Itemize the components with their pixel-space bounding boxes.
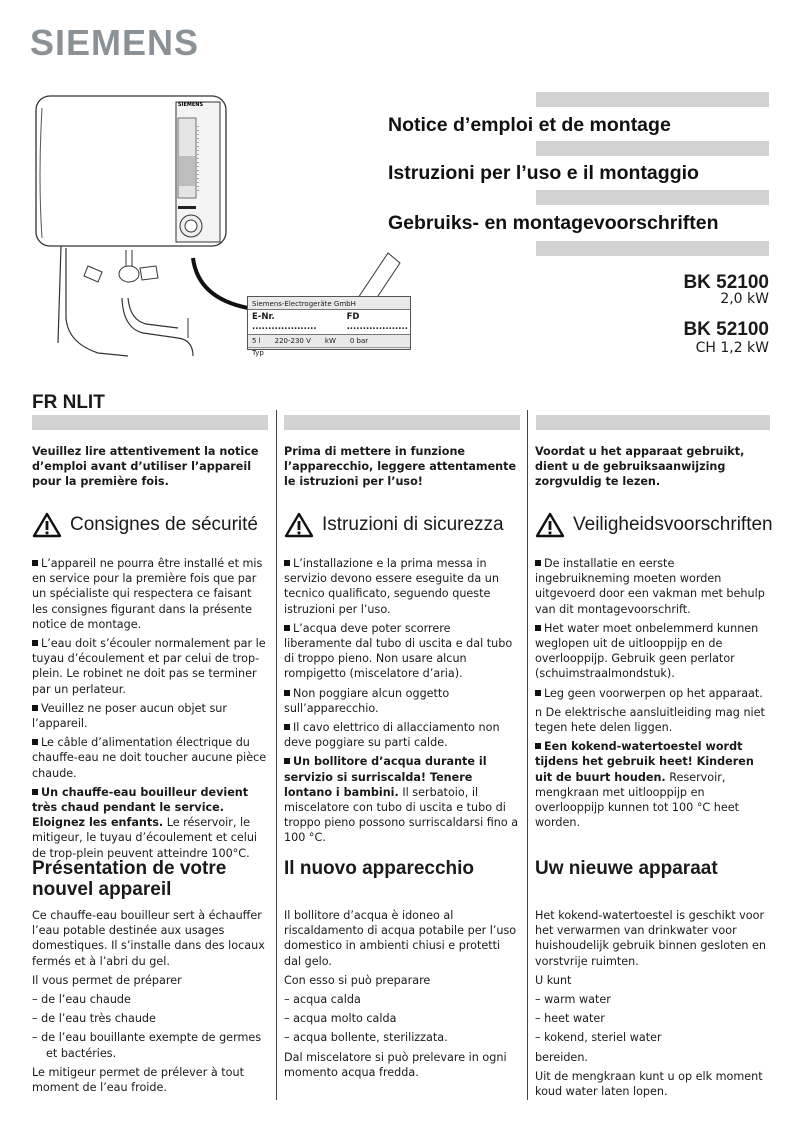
new-appliance-text-fr xyxy=(32,908,268,1099)
intro-text: Veuillez lire attentivement la notice d’emploi avant d’utiliser l’appareil pour la première fois. xyxy=(32,445,259,489)
list-item: – acqua bollente, sterilizzata. xyxy=(284,1031,448,1045)
safety-title: Istruzioni di sicurezza xyxy=(322,514,504,535)
plate-fd: FD ................... xyxy=(346,312,408,332)
safety-list-nl xyxy=(535,556,771,834)
list-item: Leg geen voorwerpen op het apparaat. xyxy=(535,686,771,701)
list-item: L’installazione e la prima messa in servizio devono essere eseguite da un tecnico qualificato, seguendo queste istruzioni per l’uso. xyxy=(284,557,499,616)
list-item: – de l’eau bouillante exempte de germes et bactéries. xyxy=(32,1031,262,1060)
column-bar-nl xyxy=(536,415,770,430)
paragraph: Il bollitore d’acqua è idoneo al riscaldamento di acqua potabile per l’uso domestico in ambienti chiusi e protetti dal gelo. xyxy=(284,909,517,968)
plate-spec: kW xyxy=(324,337,336,345)
paragraph: Con esso si può preparare xyxy=(284,973,431,987)
new-appliance-heading-nl: Uw nieuwe apparaat xyxy=(535,858,718,879)
plate-typ: Typ xyxy=(252,349,264,357)
new-appliance-heading-it: Il nuovo apparecchio xyxy=(284,858,475,879)
list-item: – acqua calda xyxy=(284,993,361,1007)
new-appliance-text-nl xyxy=(535,908,771,1103)
list-item: Un chauffe-eau bouilleur devient très chaud pendant le service. Eloignez les enfants. Le réservoir, le mitigeur, le tuyau d’écoulement et celui de trop-plein peuvent atteindre 100°C. xyxy=(32,785,258,860)
new-appliance-text-it xyxy=(284,908,520,1084)
column-fr xyxy=(32,444,268,494)
safety-list-it xyxy=(284,556,520,850)
title-fr: Notice d’emploi et de montage xyxy=(388,114,671,136)
list-item: – warm water xyxy=(535,993,611,1007)
rating-plate xyxy=(247,296,411,357)
safety-heading-it xyxy=(284,512,504,538)
list-item: L’eau doit s’écouler normalement par le tuyau d’écoulement et par celui de trop-plein. Le robinet ne doit pas se terminer par un perlateur. xyxy=(32,637,266,696)
list-item: Il cavo elettrico di allacciamento non deve poggiare su parti calde. xyxy=(284,721,500,750)
model-name: BK 52100 xyxy=(683,272,769,293)
list-item: Le câble d’alimentation électrique du chauffe-eau ne doit toucher aucune pièce chaude. xyxy=(32,736,267,780)
language-code: FR NLIT xyxy=(32,392,105,413)
model-power: CH 1,2 kW xyxy=(695,340,769,356)
list-item: – kokend, steriel water xyxy=(535,1031,662,1045)
paragraph: Le mitigeur permet de prélever à tout moment de l’eau froide. xyxy=(32,1065,244,1095)
safety-heading-nl xyxy=(535,512,773,538)
intro-text: Prima di mettere in funzione l’apparecchio, leggere attentamente le istruzioni per l’uso! xyxy=(284,445,517,489)
list-item: – heet water xyxy=(535,1012,605,1026)
plate-spec: 5 l xyxy=(252,337,261,345)
list-item: Un bollitore d’acqua durante il servizio si surriscalda! Tenere lontano i bambini. Il serbatoio, il miscelatore con tubo di uscita e tubo di troppo pieno possono surriscaldarsi fino a 100 °C. xyxy=(284,755,519,845)
plate-maker: Siemens-Electrogeräte GmbH xyxy=(248,297,410,310)
new-appliance-heading-fr: Présentation de votre nouvel appareil xyxy=(32,858,227,900)
list-item: Het water moet onbelemmerd kunnen weglopen uit de uitlooppijp en de overlooppijp. Gebruik geen perlator (schuimstraalmondstuk). xyxy=(535,621,759,681)
list-item: – de l’eau chaude xyxy=(32,993,131,1007)
paragraph: bereiden. xyxy=(535,1050,588,1064)
list-item: Non poggiare alcun oggetto sull’apparecchio. xyxy=(284,686,450,715)
plate-spec: 220-230 V xyxy=(274,337,311,345)
list-item: Veuillez ne poser aucun objet sur l’appareil. xyxy=(32,701,227,731)
column-bar-it xyxy=(284,415,520,430)
list-item: – acqua molto calda xyxy=(284,1012,397,1026)
grey-bar xyxy=(536,92,769,107)
title-it: Istruzioni per l’uso e il montaggio xyxy=(388,162,699,184)
paragraph: Het kokend-watertoestel is geschikt voor het verwarmen van drinkwater voor huishoudelijk gebruik binnen gesloten en vorstvrije ruimten. xyxy=(535,909,766,968)
warning-icon xyxy=(32,512,62,538)
device-brand-label: SIEMENS xyxy=(178,102,204,108)
grey-bar xyxy=(536,190,769,205)
column-divider xyxy=(527,410,528,1100)
list-item: L’appareil ne pourra être installé et mis en service pour la première fois que par un spécialiste qui respectera ce faisant les consignes figurant dans la présente notice de montage. xyxy=(32,557,263,631)
column-divider xyxy=(276,410,277,1100)
list-item: – de l’eau très chaude xyxy=(32,1012,156,1026)
paragraph: Dal miscelatore si può prelevare in ogni momento acqua fredda. xyxy=(284,1050,507,1079)
intro-text: Voordat u het apparaat gebruikt, dient u de gebruiksaanwijzing zorgvuldig te lezen. xyxy=(535,445,745,489)
column-it xyxy=(284,444,520,494)
paragraph: Ce chauffe-eau bouilleur sert à échauffer l’eau potable destinée aux usages domestiques. Il s’installe dans des locaux fermés et à l’abri du gel. xyxy=(32,909,265,968)
warning-icon xyxy=(535,512,565,538)
plate-spec: 0 bar xyxy=(349,337,369,345)
warning-icon xyxy=(284,512,314,538)
title-nl: Gebruiks- en montagevoorschriften xyxy=(388,212,719,234)
paragraph: U kunt xyxy=(535,973,572,987)
list-item: L’acqua deve poter scorrere liberamente dal tubo di uscita e dal tubo di troppo pieno. Non usare alcun rompigetto (miscelatore d’aria). xyxy=(284,621,513,681)
paragraph: Il vous permet de préparer xyxy=(32,973,182,987)
safety-heading-fr xyxy=(32,512,258,538)
plate-enr: E-Nr. .................... xyxy=(252,312,317,332)
safety-list-fr xyxy=(32,556,268,865)
grey-bar xyxy=(536,241,769,256)
model-name: BK 52100 xyxy=(683,319,769,340)
list-item: n De elektrische aansluitleiding mag niet tegen hete delen liggen. xyxy=(535,705,765,735)
column-nl xyxy=(535,444,771,494)
grey-bar xyxy=(536,141,769,156)
paragraph: Uit de mengkraan kunt u op elk moment koud water laten lopen. xyxy=(535,1069,763,1099)
list-item: De installatie en eerste ingebruikneming moeten worden uitgevoerd door een vakman met behulp van dit montagevoorschrift. xyxy=(535,557,765,616)
safety-title: Veiligheidsvoorschriften xyxy=(573,514,773,535)
list-item: Een kokend-watertoestel wordt tijdens het gebruik heet! Kinderen uit de buurt houden. Reservoir, mengkraan met uitlooppijp en overlooppijp kunnen tot 100 °C heet worden. xyxy=(535,740,754,830)
safety-title: Consignes de sécurité xyxy=(70,514,258,535)
model-power: 2,0 kW xyxy=(720,291,769,307)
column-bar-fr xyxy=(32,415,268,430)
siemens-logo: SIEMENS xyxy=(30,22,200,63)
